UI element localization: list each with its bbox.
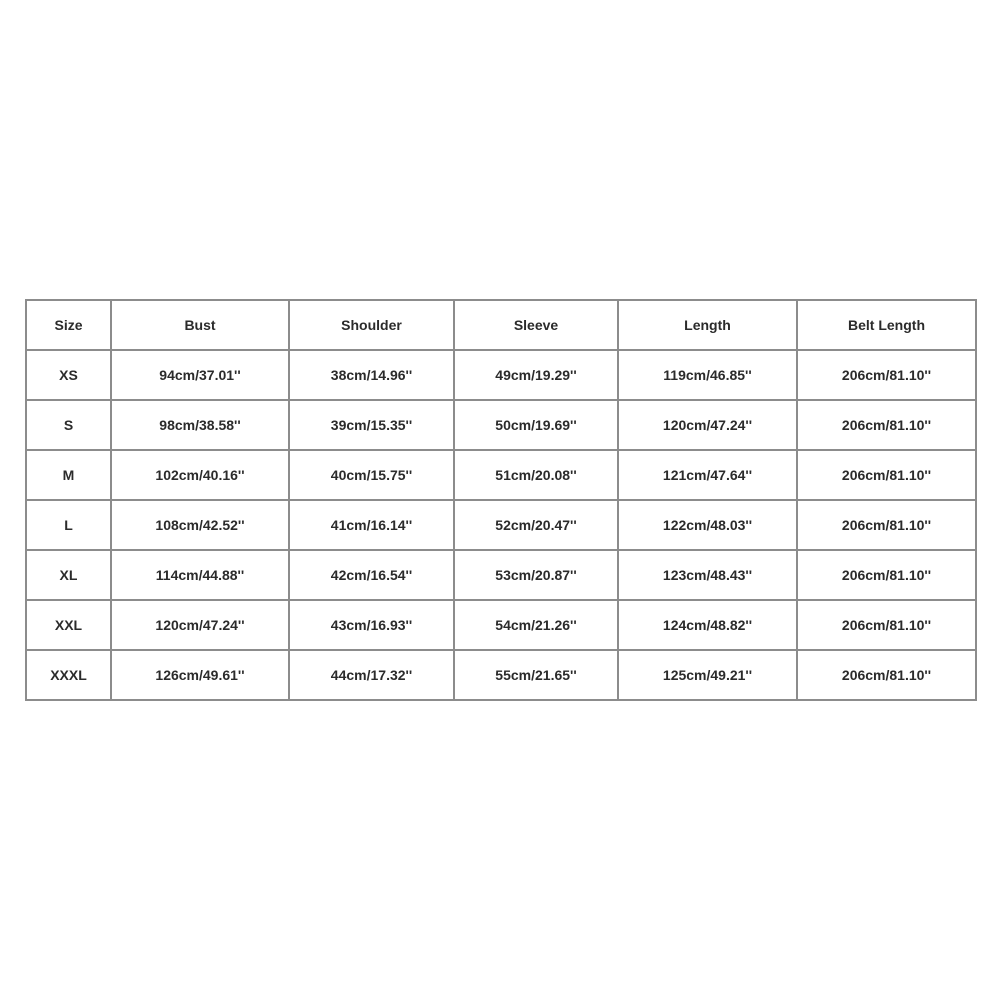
table-row [26, 550, 976, 600]
table-row [26, 450, 976, 500]
size-cell: M [26, 450, 111, 500]
length-cell: 121cm/47.64'' [618, 450, 797, 500]
size-cell: XS [26, 350, 111, 400]
table-row [26, 350, 976, 400]
shoulder-cell: 44cm/17.32'' [289, 650, 454, 700]
length-cell: 124cm/48.82'' [618, 600, 797, 650]
shoulder-cell: 39cm/15.35'' [289, 400, 454, 450]
bust-cell: 114cm/44.88'' [111, 550, 289, 600]
size-chart-table [25, 299, 977, 701]
shoulder-cell: 43cm/16.93'' [289, 600, 454, 650]
header-length: Length [618, 300, 797, 350]
bust-cell: 120cm/47.24'' [111, 600, 289, 650]
length-cell: 123cm/48.43'' [618, 550, 797, 600]
bust-cell: 126cm/49.61'' [111, 650, 289, 700]
size-cell: XL [26, 550, 111, 600]
shoulder-cell: 42cm/16.54'' [289, 550, 454, 600]
header-size: Size [26, 300, 111, 350]
belt-length-cell: 206cm/81.10'' [797, 650, 976, 700]
belt-length-cell: 206cm/81.10'' [797, 400, 976, 450]
table-row [26, 500, 976, 550]
size-cell: S [26, 400, 111, 450]
bust-cell: 102cm/40.16'' [111, 450, 289, 500]
header-bust: Bust [111, 300, 289, 350]
belt-length-cell: 206cm/81.10'' [797, 350, 976, 400]
shoulder-cell: 41cm/16.14'' [289, 500, 454, 550]
sleeve-cell: 49cm/19.29'' [454, 350, 618, 400]
sleeve-cell: 50cm/19.69'' [454, 400, 618, 450]
size-cell: XXXL [26, 650, 111, 700]
sleeve-cell: 54cm/21.26'' [454, 600, 618, 650]
bust-cell: 98cm/38.58'' [111, 400, 289, 450]
sleeve-cell: 55cm/21.65'' [454, 650, 618, 700]
sleeve-cell: 53cm/20.87'' [454, 550, 618, 600]
length-cell: 125cm/49.21'' [618, 650, 797, 700]
belt-length-cell: 206cm/81.10'' [797, 550, 976, 600]
shoulder-cell: 40cm/15.75'' [289, 450, 454, 500]
sleeve-cell: 51cm/20.08'' [454, 450, 618, 500]
bust-cell: 108cm/42.52'' [111, 500, 289, 550]
table-row [26, 600, 976, 650]
header-sleeve: Sleeve [454, 300, 618, 350]
belt-length-cell: 206cm/81.10'' [797, 600, 976, 650]
bust-cell: 94cm/37.01'' [111, 350, 289, 400]
header-row [26, 300, 976, 350]
size-cell: L [26, 500, 111, 550]
length-cell: 122cm/48.03'' [618, 500, 797, 550]
sleeve-cell: 52cm/20.47'' [454, 500, 618, 550]
table-row [26, 650, 976, 700]
shoulder-cell: 38cm/14.96'' [289, 350, 454, 400]
belt-length-cell: 206cm/81.10'' [797, 500, 976, 550]
size-cell: XXL [26, 600, 111, 650]
header-shoulder: Shoulder [289, 300, 454, 350]
table-row [26, 400, 976, 450]
length-cell: 119cm/46.85'' [618, 350, 797, 400]
header-belt-length: Belt Length [797, 300, 976, 350]
length-cell: 120cm/47.24'' [618, 400, 797, 450]
belt-length-cell: 206cm/81.10'' [797, 450, 976, 500]
